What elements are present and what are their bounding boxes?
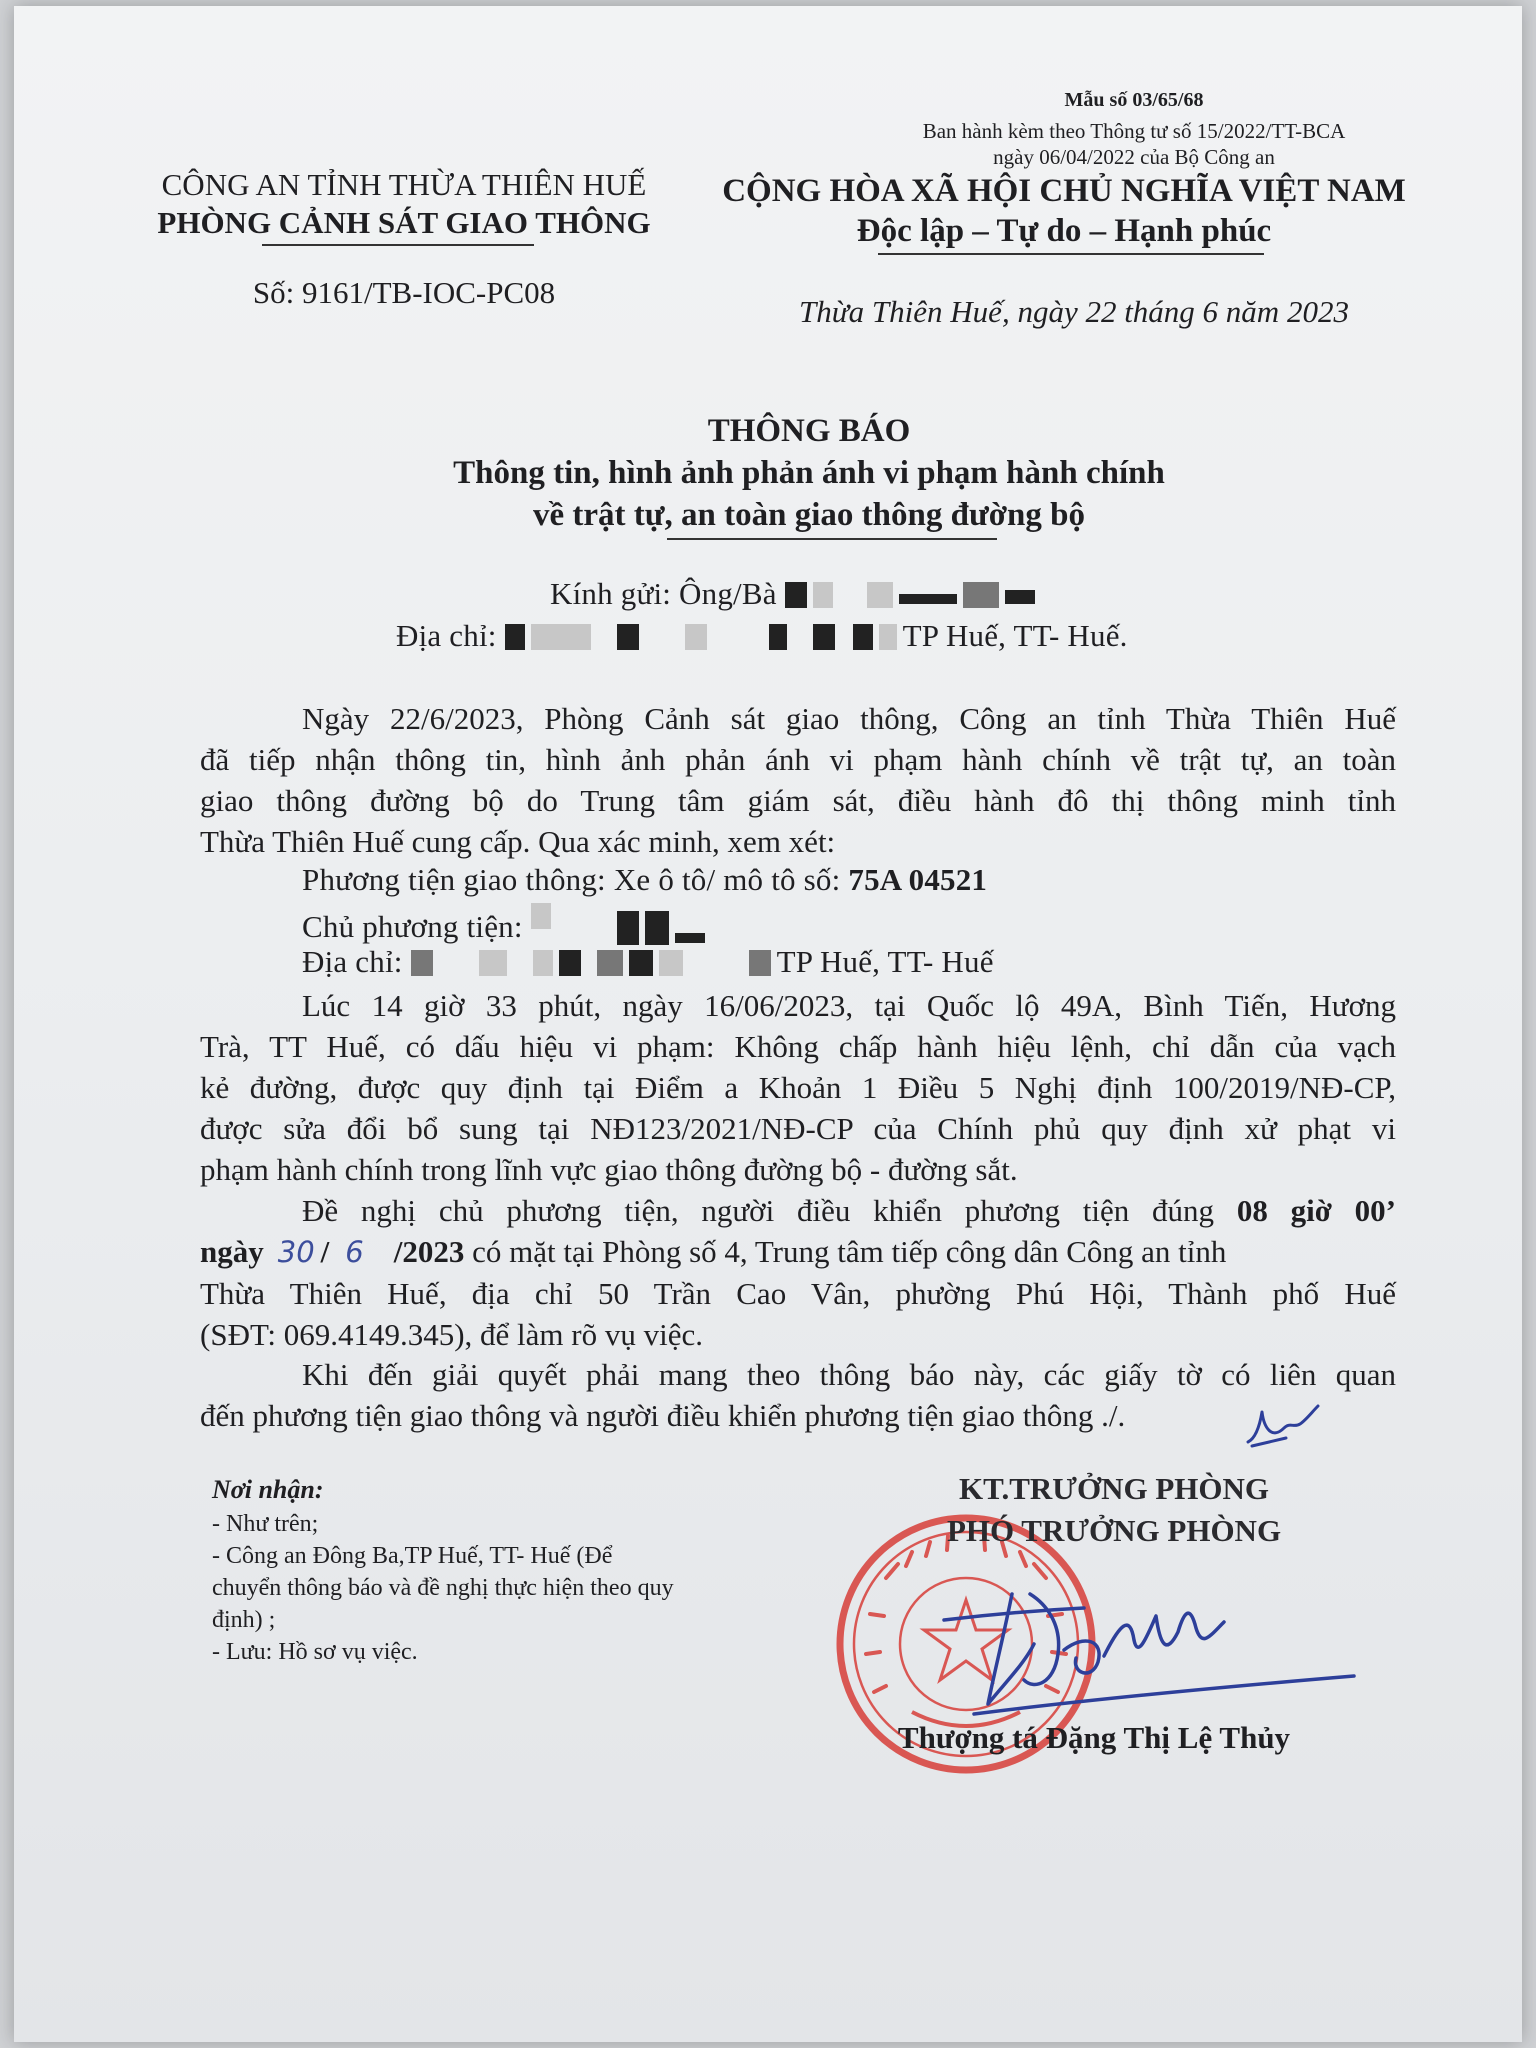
redacted-address [531, 624, 591, 650]
agency-underline [262, 244, 534, 246]
redacted-name [785, 582, 807, 608]
p1-line: đã tiếp nhận thông tin, hình ảnh phản ánh vi phạm hành chính về trật tự, an toàn [200, 742, 1396, 777]
title-block [214, 410, 1404, 536]
signer-title-block [874, 1468, 1354, 1552]
nation-block [714, 171, 1414, 251]
title-main: THÔNG BÁO [707, 413, 911, 449]
p2-line: Trà, TT Huế, có dấu hiệu vi phạm: Không chấp hành hiệu lệnh, chỉ dẫn của vạch [200, 1029, 1396, 1064]
redacted-address [769, 624, 787, 650]
form-issued: Ban hành kèm theo Thông tư số 15/2022/TT-BCA [922, 119, 1346, 143]
recipient-address-end: TP Huế, TT- Huế. [902, 618, 1128, 653]
form-issue-info [864, 118, 1404, 170]
place-date: Thừa Thiên Huế, ngày 22 tháng 6 năm 2023 [799, 294, 1349, 329]
p2-line: Lúc 14 giờ 33 phút, ngày 16/06/2023, tại Quốc lộ 49A, Bình Tiến, Hương [302, 988, 1396, 1023]
owner-address-line [302, 944, 994, 980]
owner-line [302, 903, 711, 945]
redacted-owner [617, 911, 639, 945]
redacted-address [685, 624, 707, 650]
form-issued-date: ngày 06/04/2022 của Bộ Công an [993, 145, 1275, 169]
document-number: Số: 9161/TB-IOC-PC08 [252, 275, 556, 310]
vehicle-plate: 75A 04521 [848, 862, 988, 897]
p4-line: Khi đến giải quyết phải mang theo thông báo này, các giấy tờ có liên quan [302, 1357, 1396, 1392]
redacted-owner-address [597, 950, 623, 976]
agency-parent: CÔNG AN TỈNH THỪA THIÊN HUẾ [161, 167, 647, 202]
recipients-item: - Công an Đông Ba,TP Huế, TT- Huế (Để [212, 1543, 613, 1569]
paragraph-1 [200, 698, 1396, 862]
vehicle-label: Phương tiện giao thông: Xe ô tô/ mô tô số: [302, 862, 849, 897]
recipients-item: định) ; [212, 1607, 276, 1633]
redacted-owner-address [629, 950, 653, 976]
recipients-item: - Như trên; [212, 1511, 319, 1537]
initials-mark [1242, 1398, 1322, 1454]
redacted-address [617, 624, 639, 650]
title-sub2: về trật tự, an toàn giao thông đường bộ [214, 494, 1404, 536]
redacted-owner-address [749, 950, 771, 976]
p3-line: Thừa Thiên Huế, địa chỉ 50 Trần Cao Vân, phường Phú Hội, Thành phố Huế [200, 1276, 1396, 1311]
signer-role-2: PHÓ TRƯỞNG PHÒNG [946, 1513, 1282, 1548]
document-page [14, 6, 1522, 2042]
owner-address-label: Địa chỉ: [302, 944, 403, 979]
p2-line: được sửa đổi bổ sung tại NĐ123/2021/NĐ-CP của Chính phủ quy định xử phạt vi [200, 1111, 1396, 1146]
redacted-owner-address [533, 950, 553, 976]
recipient-label: Kính gửi: Ông/Bà [550, 576, 777, 611]
motto-underline [878, 253, 1264, 255]
redacted-owner [531, 903, 551, 929]
p3-line: ngày 30 / 6 /2023 có mặt tại Phòng số 4, Trung tâm tiếp công dân Công an tỉnh [200, 1234, 1227, 1269]
recipient-address-label: Địa chỉ: [396, 618, 497, 653]
redacted-name [813, 582, 833, 608]
redacted-address [813, 624, 835, 650]
redacted-address [879, 624, 897, 650]
redacted-owner-address [659, 950, 683, 976]
redacted-name [899, 594, 957, 604]
agency-name: PHÒNG CẢNH SÁT GIAO THÔNG [124, 204, 684, 242]
recipients-block [212, 1474, 792, 1668]
title-underline [667, 538, 997, 540]
p4-line: đến phương tiện giao thông và người điều khiển phương tiện giao thông ./. [200, 1398, 1126, 1433]
paragraph-4 [200, 1354, 1396, 1436]
appointment-time: 08 giờ 00’ [1236, 1193, 1396, 1228]
redacted-address [505, 624, 525, 650]
redacted-owner-address [411, 950, 433, 976]
form-number: Mẫu số 03/65/68 [1064, 89, 1204, 111]
handwritten-signature [934, 1564, 1364, 1734]
p2-line: kẻ đường, được quy định tại Điểm a Khoản 1 Điều 5 Nghị định 100/2019/NĐ-CP, [200, 1070, 1396, 1105]
recipients-title: Nơi nhận: [212, 1475, 324, 1504]
redacted-address [853, 624, 873, 650]
appointment-month: 6 [345, 1235, 364, 1269]
p1-line: Ngày 22/6/2023, Phòng Cảnh sát giao thông, Công an tỉnh Thừa Thiên Huế [302, 701, 1396, 736]
recipient-line [550, 576, 1041, 612]
paragraph-2 [200, 985, 1396, 1190]
p3-line: Đề nghị chủ phương tiện, người điều khiển phương tiện đúng 08 giờ 00’ [302, 1193, 1396, 1228]
recipient-address-line [396, 618, 1128, 654]
recipients-item: - Lưu: Hồ sơ vụ việc. [212, 1639, 418, 1665]
signer-name: Thượng tá Đặng Thị Lệ Thủy [897, 1720, 1291, 1755]
recipients-item: chuyển thông báo và đề nghị thực hiện theo quy [212, 1575, 674, 1601]
paragraph-3 [200, 1190, 1396, 1355]
title-sub1: Thông tin, hình ảnh phản ánh vi phạm hành chính [453, 455, 1165, 491]
p1-line: Thừa Thiên Huế cung cấp. Qua xác minh, xem xét: [200, 824, 836, 859]
redacted-owner [675, 933, 705, 943]
agency-block [124, 166, 684, 312]
p2-line: phạm hành chính trong lĩnh vực giao thông đường bộ - đường sắt. [200, 1152, 1018, 1187]
redacted-owner [645, 911, 669, 945]
signer-role-1: KT.TRƯỞNG PHÒNG [959, 1471, 1269, 1506]
appointment-day: 30 [277, 1235, 315, 1269]
redacted-name [1005, 590, 1035, 604]
nation-motto: Độc lập – Tự do – Hạnh phúc [714, 211, 1414, 251]
owner-address-end: TP Huế, TT- Huế [776, 944, 994, 979]
nation-name: CỘNG HÒA XÃ HỘI CHỦ NGHĨA VIỆT NAM [722, 173, 1406, 209]
owner-label: Chủ phương tiện: [302, 909, 523, 944]
p1-line: giao thông đường bộ do Trung tâm giám sát, điều hành đô thị thông minh tỉnh [200, 783, 1396, 818]
form-header [894, 88, 1374, 112]
appointment-year: /2023 [393, 1234, 465, 1269]
redacted-name [963, 582, 999, 608]
appointment-day-label: ngày [200, 1234, 264, 1269]
redacted-name [867, 582, 893, 608]
redacted-owner-address [479, 950, 507, 976]
vehicle-line [302, 862, 987, 898]
redacted-owner-address [559, 950, 581, 976]
p3-line: (SĐT: 069.4149.345), để làm rõ vụ việc. [200, 1317, 703, 1352]
